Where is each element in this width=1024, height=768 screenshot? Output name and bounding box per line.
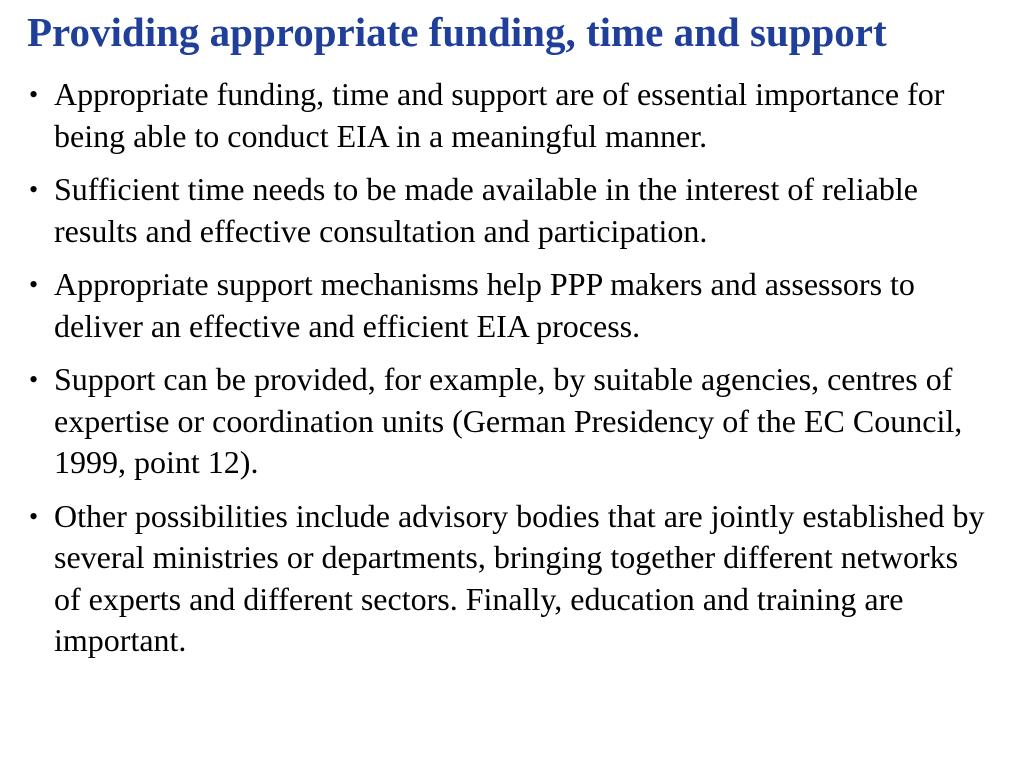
bullet-text: Sufficient time needs to be made available in the interest of reliable results and effective consultation and participation. bbox=[54, 171, 918, 249]
bullet-item-5 bbox=[27, 496, 987, 662]
bullet-icon: • bbox=[29, 501, 39, 531]
bullet-icon: • bbox=[29, 175, 39, 204]
bullet-item-1 bbox=[27, 74, 987, 157]
bullet-item-3 bbox=[27, 264, 987, 347]
bullet-icon: • bbox=[29, 270, 39, 299]
bullet-text: Support can be provided, for example, by suitable agencies, centres of expertise or coordination units (German Presidency of the EC Council, 1999, point 12). bbox=[54, 361, 963, 480]
bullet-text: Appropriate support mechanisms help PPP makers and assessors to deliver an effective and efficient EIA process. bbox=[54, 266, 915, 344]
bullet-item-4 bbox=[27, 359, 987, 484]
bullet-text: Other possibilities include advisory bodies that are jointly established by several ministries or departments, bringing together different networks of experts and different sectors. Finally, education and training are important. bbox=[54, 497, 985, 658]
bullet-item-2 bbox=[27, 169, 987, 252]
slide-title: Providing appropriate funding, time and support bbox=[27, 9, 887, 55]
bullet-list bbox=[27, 74, 987, 674]
bullet-text: Appropriate funding, time and support are of essential importance for being able to conduct EIA in a meaningful manner. bbox=[54, 76, 945, 154]
bullet-icon: • bbox=[29, 365, 39, 394]
bullet-icon: • bbox=[29, 80, 39, 109]
